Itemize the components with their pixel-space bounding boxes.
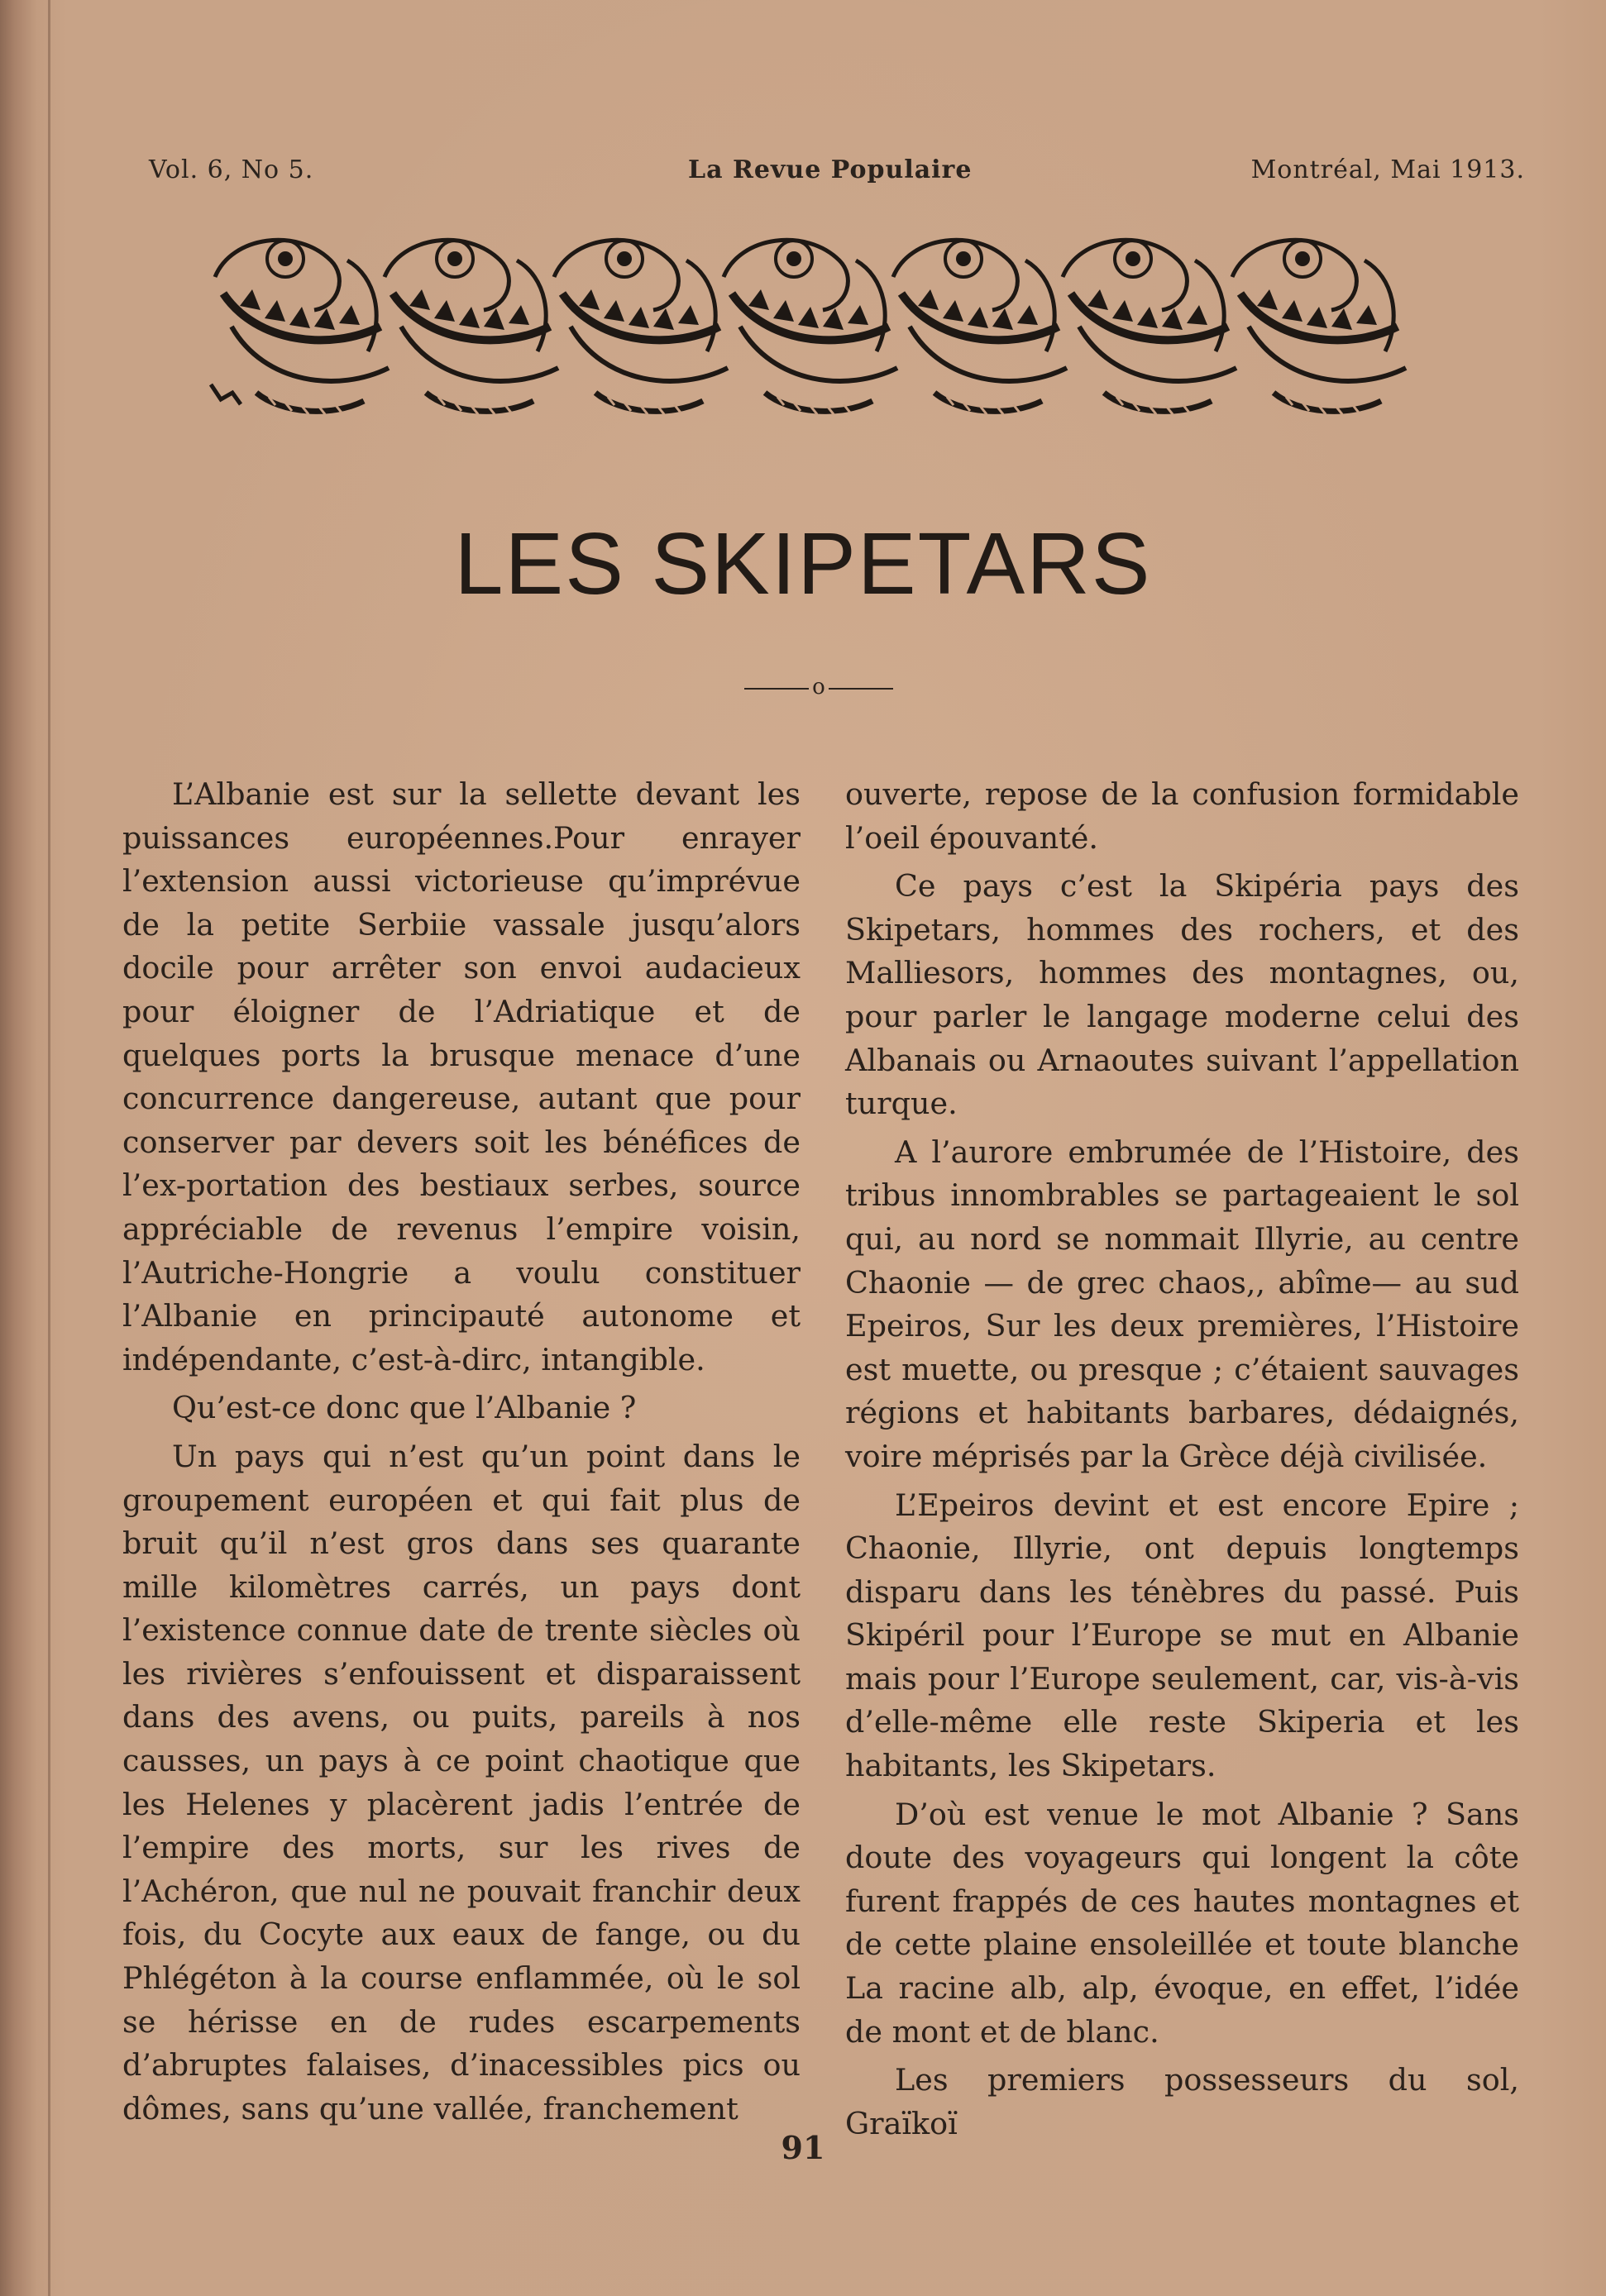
paragraph: A l’aurore embrumée de l’Histoire, des tribus innombrables se partageaient le sol qui, au nord se nommait Illyrie, au centre Chaonie — de grec chaos,, abîme— au sud Epeiros, Sur les deux premières, l’Histoire est muette, ou presque ; c’étaient sauvages régions et habitants barbares, dédaignés, voire méprisés par la Grèce déjà civilisée. [845,1134,1519,1474]
place-date: Montréal, Mai 1913. [1250,155,1525,184]
divider-rule-right [829,688,893,690]
paragraph: Ce pays c’est la Skipéria pays des Skipetars, hommes des rochers, et des Malliesors, hommes des montagnes, ou, pour parler le langage moderne celui des Albanais ou Arnaoutes suivant l’appellation turque. [845,868,1519,1122]
divider-mark: o [812,675,825,699]
paragraph-continued: ouverte, repose de la confusion formidable l’oeil épouvanté. [845,776,1519,856]
page-number: 91 [781,2129,825,2166]
paragraph: D’où est venue le mot Albanie ? Sans doute des voyageurs qui longent la côte furent frappés de ces hautes montagnes et de cette plaine ensoleillée et toute blanche La racine alb, alp, évoque, en effet, l’idée de mont et de blanc. [845,1796,1519,2050]
text-column-right [845,773,1519,2150]
paragraph: Qu’est-ce donc que l’Albanie ? [172,1390,637,1426]
volume-number: Vol. 6, No 5. [149,155,314,184]
divider-rule-left [744,688,809,690]
text-column-left [122,773,801,2136]
floral-headpiece-ornament [207,219,1447,459]
journal-name: La Revue Populaire [688,155,973,184]
binding-gutter [48,0,50,2296]
paragraph: Les premiers possesseurs du sol, Graïkoï [845,2062,1519,2141]
title-divider [744,676,893,701]
paragraph: L’Albanie est sur la sellette devant les puissances européennes.Pour enrayer l’extension aussi victorieuse qu’imprévue de la petite Serbiie vassale jusqu’alors docile pour arrêter son envoi audacieux pour éloigner de l’Adriatique et de quelques ports la brusque menace d’une concurrence dangereuse, autant que pour conserver par devers soit les bénéfices de l’ex-portation des bestiaux serbes, source appréciable de revenus l’empire voisin, l’Autriche-Hongrie a voulu constituer l’Albanie en principauté autonome et indépendante, c’est-à-dirc, intangible. [122,776,801,1377]
paragraph: L’Epeiros devint et est encore Epire ; Chaonie, Illyrie, ont depuis longtemps disparu dans les ténèbres du passé. Puis Skipéril pour l’Europe se mut en Albanie mais pour l’Europe seulement, car, vis-à-vis d’elle-même elle reste Skiperia et les habitants, les Skipetars. [845,1487,1519,1784]
paragraph: Un pays qui n’est qu’un point dans le groupement européen et qui fait plus de bruit qu’il n’est gros dans ses quarante mille kilomètres carrés, un pays dont l’existence connue date de trente siècles où les rivières s’enfouissent et disparaissent dans des avens, ou puits, pareils à nos causses, un pays à ce point chaotique que les Helenes y placèrent jadis l’entrée de l’empire des morts, sur les rives de l’Achéron, que nul ne pouvait franchir deux fois, du Cocyte aux eaux de fange, ou du Phlégéton à la course enflammée, où le sol se hérisse en de rudes escarpements d’abruptes falaises, d’inacessibles pics ou dômes, sans qu’une vallée, franchement [122,1438,801,2127]
article-title: LES SKIPETARS [454,515,1152,613]
